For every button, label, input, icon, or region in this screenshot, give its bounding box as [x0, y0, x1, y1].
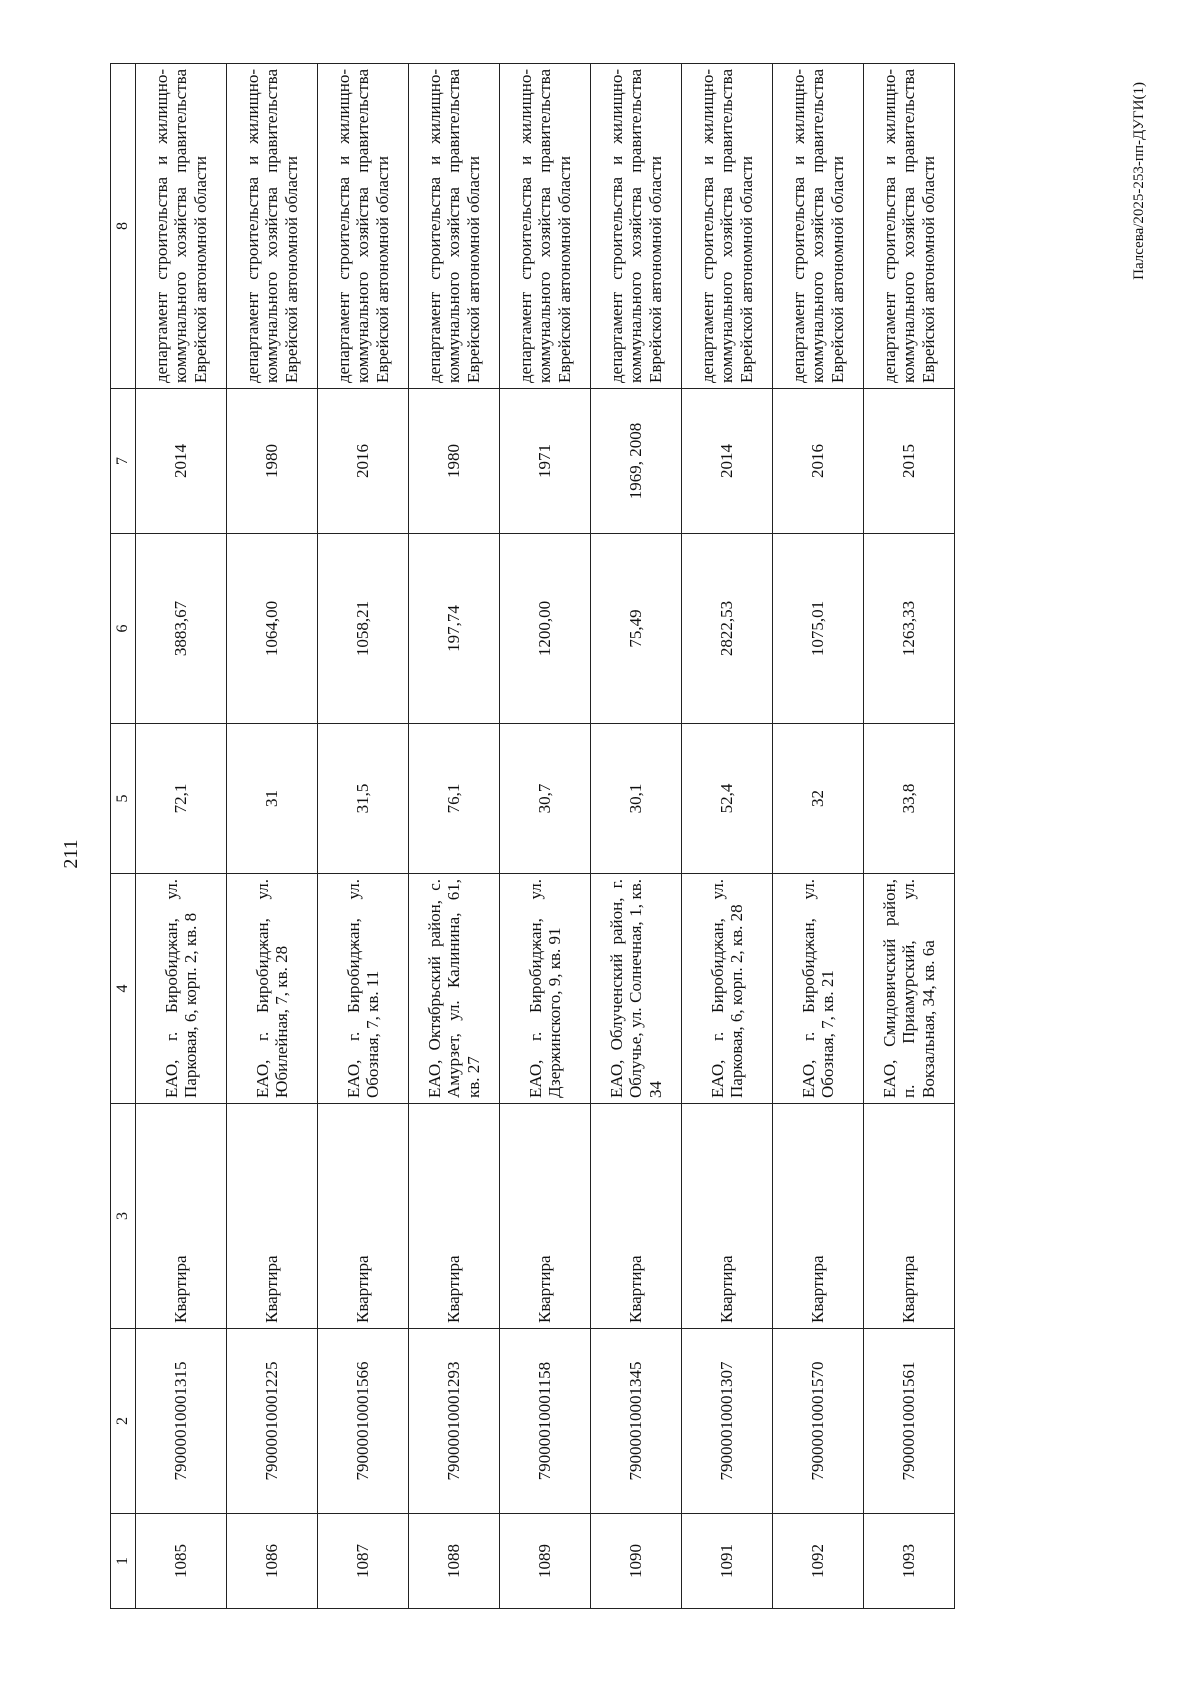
header-col-8: 8 [111, 64, 136, 389]
object-address: ЕАО, Октябрьский район, с. Амурзет, ул. Калинина, 61, кв. 27 [409, 874, 500, 1104]
object-type: Квартира [409, 1104, 500, 1329]
row-number: 1093 [864, 1514, 955, 1609]
object-year: 1980 [227, 389, 318, 534]
object-value: 1263,33 [864, 534, 955, 724]
object-holder: департамент строительства и жилищно-коммунального хозяйства правительства Еврейской автономной области [682, 64, 773, 389]
header-col-6: 6 [111, 534, 136, 724]
object-year: 1980 [409, 389, 500, 534]
object-year: 2015 [864, 389, 955, 534]
table-row [136, 64, 227, 1609]
object-year: 2014 [136, 389, 227, 534]
header-col-2: 2 [111, 1329, 136, 1514]
object-year: 1969, 2008 [591, 389, 682, 534]
object-holder: департамент строительства и жилищно-коммунального хозяйства правительства Еврейской автономной области [773, 64, 864, 389]
registry-code: 79000010001566 [318, 1329, 409, 1514]
object-year: 1971 [500, 389, 591, 534]
page-number: 211 [60, 839, 82, 869]
object-address: ЕАО, г. Биробиджан, ул. Парковая, 6, корп. 2, кв. 8 [136, 874, 227, 1104]
row-number: 1089 [500, 1514, 591, 1609]
object-address: ЕАО, Облученский район, г. Облучье, ул. Солнечная, 1, кв. 34 [591, 874, 682, 1104]
object-holder: департамент строительства и жилищно-коммунального хозяйства правительства Еврейской автономной области [591, 64, 682, 389]
object-area: 30,7 [500, 724, 591, 874]
header-row [111, 64, 136, 1609]
object-value: 1058,21 [318, 534, 409, 724]
object-area: 30,1 [591, 724, 682, 874]
registry-code: 79000010001315 [136, 1329, 227, 1514]
table-row [864, 64, 955, 1609]
header-col-1: 1 [111, 1514, 136, 1609]
object-type: Квартира [591, 1104, 682, 1329]
table-row [318, 64, 409, 1609]
object-address: ЕАО, г. Биробиджан, ул. Обозная, 7, кв. 21 [773, 874, 864, 1104]
footer-code: Палсева/2025-253-пп-ДУГИ(1) [1131, 82, 1147, 280]
object-area: 31,5 [318, 724, 409, 874]
registry-code: 79000010001158 [500, 1329, 591, 1514]
object-value: 1075,01 [773, 534, 864, 724]
header-col-5: 5 [111, 724, 136, 874]
object-type: Квартира [318, 1104, 409, 1329]
object-address: ЕАО, г. Биробиджан, ул. Дзержинского, 9, кв. 91 [500, 874, 591, 1104]
table-row [591, 64, 682, 1609]
object-address: ЕАО, г. Биробиджан, ул. Обозная, 7, кв. 11 [318, 874, 409, 1104]
object-type: Квартира [682, 1104, 773, 1329]
object-area: 33,8 [864, 724, 955, 874]
registry-code: 79000010001307 [682, 1329, 773, 1514]
row-number: 1092 [773, 1514, 864, 1609]
object-holder: департамент строительства и жилищно-коммунального хозяйства правительства Еврейской автономной области [136, 64, 227, 389]
table-row [409, 64, 500, 1609]
object-value: 1200,00 [500, 534, 591, 724]
object-area: 32 [773, 724, 864, 874]
object-type: Квартира [864, 1104, 955, 1329]
object-type: Квартира [227, 1104, 318, 1329]
object-holder: департамент строительства и жилищно-коммунального хозяйства правительства Еврейской автономной области [500, 64, 591, 389]
object-year: 2016 [773, 389, 864, 534]
table-row [682, 64, 773, 1609]
registry-code: 79000010001345 [591, 1329, 682, 1514]
object-holder: департамент строительства и жилищно-коммунального хозяйства правительства Еврейской автономной области [318, 64, 409, 389]
object-area: 76,1 [409, 724, 500, 874]
row-number: 1085 [136, 1514, 227, 1609]
object-value: 2822,53 [682, 534, 773, 724]
table-row [227, 64, 318, 1609]
registry-code: 79000010001570 [773, 1329, 864, 1514]
header-col-4: 4 [111, 874, 136, 1104]
row-number: 1090 [591, 1514, 682, 1609]
object-area: 52,4 [682, 724, 773, 874]
registry-code: 79000010001293 [409, 1329, 500, 1514]
row-number: 1086 [227, 1514, 318, 1609]
object-value: 197,74 [409, 534, 500, 724]
object-address: ЕАО, г. Биробиджан, ул. Юбилейная, 7, кв. 28 [227, 874, 318, 1104]
row-number: 1087 [318, 1514, 409, 1609]
object-year: 2016 [318, 389, 409, 534]
table-body [136, 64, 955, 1609]
table-row [773, 64, 864, 1609]
object-holder: департамент строительства и жилищно-коммунального хозяйства правительства Еврейской автономной области [227, 64, 318, 389]
registry-table [110, 63, 955, 1609]
object-area: 72,1 [136, 724, 227, 874]
object-type: Квартира [500, 1104, 591, 1329]
object-type: Квартира [136, 1104, 227, 1329]
object-area: 31 [227, 724, 318, 874]
object-address: ЕАО, г. Биробиджан, ул. Парковая, 6, корп. 2, кв. 28 [682, 874, 773, 1104]
header-col-3: 3 [111, 1104, 136, 1329]
object-type: Квартира [773, 1104, 864, 1329]
header-col-7: 7 [111, 389, 136, 534]
object-address: ЕАО, Смидовичский район, п. Приамурский, ул. Вокзальная, 34, кв. 6а [864, 874, 955, 1104]
object-holder: департамент строительства и жилищно-коммунального хозяйства правительства Еврейской автономной области [864, 64, 955, 389]
row-number: 1091 [682, 1514, 773, 1609]
object-year: 2014 [682, 389, 773, 534]
object-value: 3883,67 [136, 534, 227, 724]
object-value: 1064,00 [227, 534, 318, 724]
object-value: 75,49 [591, 534, 682, 724]
registry-code: 79000010001561 [864, 1329, 955, 1514]
registry-code: 79000010001225 [227, 1329, 318, 1514]
object-holder: департамент строительства и жилищно-коммунального хозяйства правительства Еврейской автономной области [409, 64, 500, 389]
row-number: 1088 [409, 1514, 500, 1609]
table-row [500, 64, 591, 1609]
